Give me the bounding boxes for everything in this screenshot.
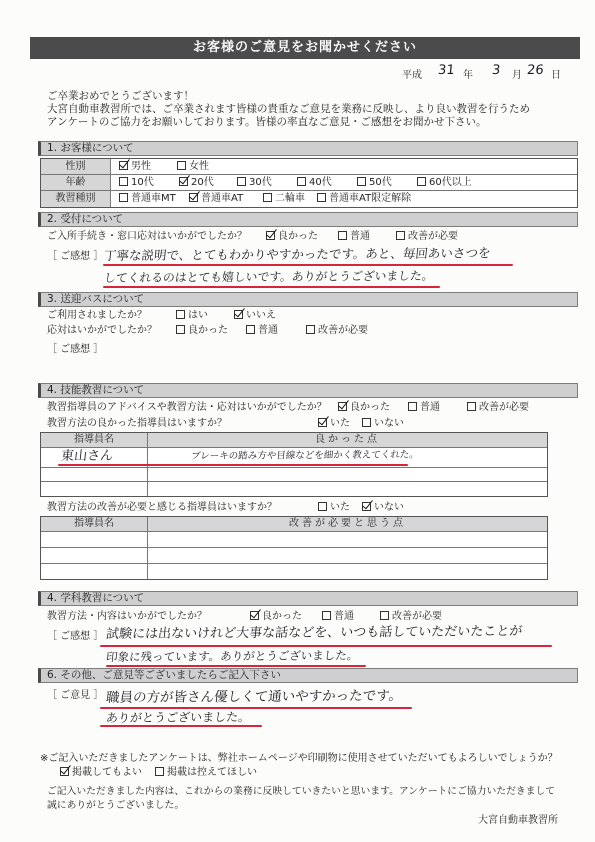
header-cell bbox=[41, 433, 148, 447]
table-header-row bbox=[41, 517, 547, 532]
checkbox[interactable] bbox=[297, 177, 306, 186]
publication-question: ※ご記入いただきましたアンケートは、弊社ホームページや印刷物に使用させていただいてもよろしいでしょうか？ bbox=[40, 753, 558, 764]
option-shuttle-yes[interactable] bbox=[176, 310, 208, 322]
option-shuttle-needs-improvement[interactable] bbox=[306, 325, 368, 337]
option-shuttle-average[interactable] bbox=[246, 325, 278, 337]
option-label: 男性 bbox=[131, 161, 151, 172]
intro-greeting: ご卒業おめでとうございます！ bbox=[47, 90, 194, 102]
option-label: 40代 bbox=[309, 177, 332, 188]
table-cell bbox=[41, 468, 148, 481]
age-label: 年齢 bbox=[41, 175, 111, 190]
option-label: 良かった bbox=[278, 231, 318, 242]
intro-line: アンケートのご協力をお願いしております。皆様の率直なご意見・ご感想をお聞かせ下さい。 bbox=[47, 116, 487, 128]
option-label: 20代 bbox=[191, 177, 214, 188]
red-underline bbox=[100, 725, 262, 727]
date-day-handwritten: 26 bbox=[526, 62, 545, 78]
checkbox[interactable] bbox=[362, 418, 371, 427]
comment-label: ［ ご感想 ］ bbox=[47, 344, 104, 355]
option-reception-needs-improvement[interactable] bbox=[396, 231, 458, 243]
checkbox[interactable] bbox=[176, 310, 185, 319]
handwritten-comment-line: 試験には出ないけれど大事な話などを、いつも話していただいたことが bbox=[105, 624, 524, 642]
option-age-60s-plus[interactable] bbox=[417, 177, 472, 189]
course-label: 教習種別 bbox=[41, 191, 111, 207]
header-label: 指導員名 bbox=[74, 518, 114, 529]
date-day-unit: 日 bbox=[551, 70, 561, 81]
option-label: 普通 bbox=[334, 611, 354, 622]
course-row bbox=[41, 191, 577, 207]
practical-rating-question: 教習指導員のアドバイスや教習方法・応対はいかがでしたか？ bbox=[47, 402, 327, 413]
classroom-question: 教習方法・内容はいかがでしたか？ bbox=[47, 611, 207, 622]
option-label: 掲載してもよい bbox=[72, 767, 142, 778]
comment-label: ［ ご感想 ］ bbox=[47, 631, 104, 642]
option-shuttle-good[interactable] bbox=[176, 325, 228, 337]
checkbox[interactable] bbox=[338, 231, 347, 240]
table-row bbox=[41, 468, 547, 482]
date-month-handwritten: 3 bbox=[491, 62, 502, 78]
header-label: 改善が必要と思う点 bbox=[289, 518, 406, 529]
option-classroom-average[interactable] bbox=[322, 611, 354, 623]
table-cell bbox=[41, 564, 148, 579]
table-cell bbox=[41, 548, 148, 563]
checkbox[interactable] bbox=[317, 193, 326, 202]
checkbox[interactable] bbox=[408, 402, 417, 411]
date-era: 平成 bbox=[402, 70, 422, 81]
checkbox[interactable] bbox=[155, 767, 164, 776]
date-year-unit: 年 bbox=[463, 70, 473, 81]
section-heading-other: 6. その他、ご意見等ございましたらご記入下さい bbox=[38, 668, 578, 683]
closing-line: 誠にありがとうございました。 bbox=[47, 800, 185, 811]
option-practical-average[interactable] bbox=[408, 402, 440, 414]
checkbox[interactable] bbox=[119, 177, 128, 186]
header-cell bbox=[148, 517, 547, 531]
option-improve-instructor-no[interactable] bbox=[362, 502, 404, 514]
table-cell bbox=[148, 548, 547, 563]
option-label: 50代 bbox=[369, 177, 392, 188]
option-label: 改善が必要 bbox=[392, 611, 442, 622]
table-header-row bbox=[41, 433, 547, 448]
option-female[interactable] bbox=[177, 161, 209, 173]
option-reception-average[interactable] bbox=[338, 231, 370, 243]
checkbox[interactable] bbox=[234, 310, 243, 319]
shuttle-used-question: ご利用されましたか？ bbox=[47, 310, 147, 321]
option-label: 良かった bbox=[188, 325, 228, 336]
option-male[interactable] bbox=[119, 161, 151, 173]
checkbox[interactable] bbox=[177, 161, 186, 170]
closing-line: ご記入いただきました内容は、これからの業務に反映していきたいと思います。アンケートにご協力いただきまして bbox=[47, 786, 556, 797]
option-practical-good[interactable] bbox=[338, 402, 390, 414]
option-age-50s[interactable] bbox=[357, 177, 392, 189]
checkbox[interactable] bbox=[322, 611, 331, 620]
customer-info-table bbox=[40, 158, 578, 208]
option-publish-ok[interactable] bbox=[60, 767, 142, 779]
table-row bbox=[41, 482, 547, 496]
option-label: 普通車AT bbox=[201, 193, 244, 204]
option-label: 普通 bbox=[350, 231, 370, 242]
checkbox[interactable] bbox=[338, 402, 347, 411]
option-reception-good[interactable] bbox=[266, 231, 318, 243]
option-label: 普通車MT bbox=[131, 193, 176, 204]
option-improve-instructor-yes[interactable] bbox=[318, 502, 350, 514]
option-classroom-good[interactable] bbox=[250, 611, 302, 623]
table-cell bbox=[41, 482, 148, 496]
checkbox[interactable] bbox=[263, 193, 272, 202]
checkbox[interactable] bbox=[362, 502, 371, 511]
option-practical-needs-improvement[interactable] bbox=[467, 402, 529, 414]
comment-label: ［ ご意見 ］ bbox=[47, 690, 104, 701]
improve-instructor-question: 教習方法の改善が必要と感じる指導員はいますか？ bbox=[47, 502, 277, 513]
table-row bbox=[41, 532, 547, 548]
option-course-mt[interactable] bbox=[119, 193, 176, 205]
table-cell bbox=[148, 532, 547, 547]
intro-line: 大宮自動車教習所では、ご卒業されます皆様の貴重なご意見を業務に反映し、より良い教習を行うため bbox=[47, 103, 530, 115]
table-cell bbox=[148, 482, 547, 496]
option-label: いた bbox=[330, 502, 350, 513]
checkbox[interactable] bbox=[318, 418, 327, 427]
handwritten-instructor-name: 東山さん bbox=[60, 448, 114, 464]
option-label: いた bbox=[330, 418, 350, 429]
red-underline bbox=[103, 286, 440, 288]
checkbox[interactable] bbox=[60, 767, 69, 776]
option-label: 掲載は控えてほしい bbox=[167, 767, 257, 778]
checkbox[interactable] bbox=[266, 231, 275, 240]
option-label: はい bbox=[188, 310, 208, 321]
table-row bbox=[41, 564, 547, 579]
checkbox[interactable] bbox=[246, 325, 255, 334]
checkbox[interactable] bbox=[306, 325, 315, 334]
checkbox[interactable] bbox=[318, 502, 327, 511]
option-label: 良かった bbox=[350, 402, 390, 413]
section-heading-shuttle: 3. 送迎バスについて bbox=[38, 292, 578, 307]
option-label: 改善が必要 bbox=[408, 231, 458, 242]
checkbox[interactable] bbox=[119, 193, 128, 202]
checkbox[interactable] bbox=[179, 177, 188, 186]
red-underline bbox=[100, 645, 552, 647]
reception-question: ご入所手続き・窓口応対はいかがでしたか？ bbox=[47, 231, 247, 242]
checkbox[interactable] bbox=[250, 611, 259, 620]
checkbox[interactable] bbox=[417, 177, 426, 186]
handwritten-comment-line: してくれるのはとても嬉しいです。ありがとうございました。 bbox=[103, 268, 435, 285]
red-underline bbox=[106, 665, 366, 667]
table-cell bbox=[148, 564, 547, 579]
checkbox[interactable] bbox=[380, 611, 389, 620]
option-good-instructor-yes[interactable] bbox=[318, 418, 350, 430]
option-label: 改善が必要 bbox=[479, 402, 529, 413]
gender-label: 性別 bbox=[41, 159, 111, 174]
red-underline bbox=[58, 464, 408, 466]
option-label: 二輪車 bbox=[275, 193, 305, 204]
checkbox[interactable] bbox=[189, 193, 198, 202]
checkbox[interactable] bbox=[396, 231, 405, 240]
table-row bbox=[41, 548, 547, 564]
handwritten-comment-line: 丁寧な説明で、とてもわかりやすかったです。あと、毎回あいさつを bbox=[103, 245, 492, 263]
option-label: 良かった bbox=[262, 611, 302, 622]
option-shuttle-no[interactable] bbox=[234, 310, 276, 322]
checkbox[interactable] bbox=[357, 177, 366, 186]
shuttle-service-question: 応対はいかがでしたか？ bbox=[47, 325, 157, 336]
section-heading-classroom: 4. 学科教習について bbox=[38, 591, 578, 606]
form-title: お客様のご意見をお聞かせください bbox=[30, 37, 580, 59]
option-course-motorcycle[interactable] bbox=[263, 193, 305, 205]
red-underline bbox=[100, 707, 412, 709]
table-cell bbox=[41, 532, 148, 547]
checkbox[interactable] bbox=[176, 325, 185, 334]
option-course-at[interactable] bbox=[189, 193, 243, 205]
date-year-handwritten: 31 bbox=[437, 62, 456, 78]
red-underline bbox=[103, 264, 513, 266]
school-signature: 大宮自動車教習所 bbox=[478, 815, 558, 826]
option-label: 60代以上 bbox=[429, 177, 472, 188]
option-age-20s[interactable] bbox=[179, 177, 214, 189]
age-row bbox=[41, 175, 577, 191]
option-publish-decline[interactable] bbox=[155, 767, 257, 779]
handwritten-comment: ブレーキの踏み方や目線などを細かく教えてくれた。 bbox=[190, 449, 420, 462]
date-month-unit: 月 bbox=[512, 70, 522, 81]
option-age-30s[interactable] bbox=[237, 177, 272, 189]
header-label: 指導員名 bbox=[74, 434, 114, 445]
handwritten-comment-line: 職員の方が皆さん優しくて通いやすかったです。 bbox=[105, 687, 403, 706]
header-label: 良かった点 bbox=[315, 434, 380, 445]
option-label: 普通 bbox=[258, 325, 278, 336]
option-label: 30代 bbox=[249, 177, 272, 188]
handwritten-comment-line: 印象に残っています。ありがとうございました。 bbox=[105, 648, 360, 664]
option-age-10s[interactable] bbox=[119, 177, 154, 189]
option-label: 10代 bbox=[131, 177, 154, 188]
option-label: いない bbox=[374, 418, 404, 429]
checkbox[interactable] bbox=[467, 402, 476, 411]
table-cell bbox=[148, 468, 547, 481]
option-good-instructor-no[interactable] bbox=[362, 418, 404, 430]
checkbox[interactable] bbox=[119, 161, 128, 170]
header-cell bbox=[41, 517, 148, 531]
checkbox[interactable] bbox=[237, 177, 246, 186]
section-heading-practical: 4. 技能教習について bbox=[38, 383, 578, 398]
option-label: 女性 bbox=[189, 161, 209, 172]
option-classroom-needs-improvement[interactable] bbox=[380, 611, 442, 623]
handwritten-comment-line: ありがとうございました。 bbox=[105, 709, 251, 725]
option-course-at-limit-removal[interactable] bbox=[317, 193, 411, 205]
gender-row bbox=[41, 159, 577, 175]
option-label: いいえ bbox=[246, 310, 276, 321]
option-label: 普通車AT限定解除 bbox=[329, 193, 412, 204]
section-heading-reception: 2. 受付について bbox=[38, 212, 578, 227]
header-cell bbox=[148, 433, 547, 447]
section-heading-customer: 1. お客様について bbox=[38, 141, 578, 156]
option-label: 普通 bbox=[420, 402, 440, 413]
option-age-40s[interactable] bbox=[297, 177, 332, 189]
option-label: 改善が必要 bbox=[318, 325, 368, 336]
good-instructor-question: 教習方法の良かった指導員はいますか？ bbox=[47, 418, 227, 429]
comment-label: ［ ご感想 ］ bbox=[47, 251, 104, 262]
improve-instructor-table bbox=[40, 516, 548, 580]
option-label: いない bbox=[374, 502, 404, 513]
